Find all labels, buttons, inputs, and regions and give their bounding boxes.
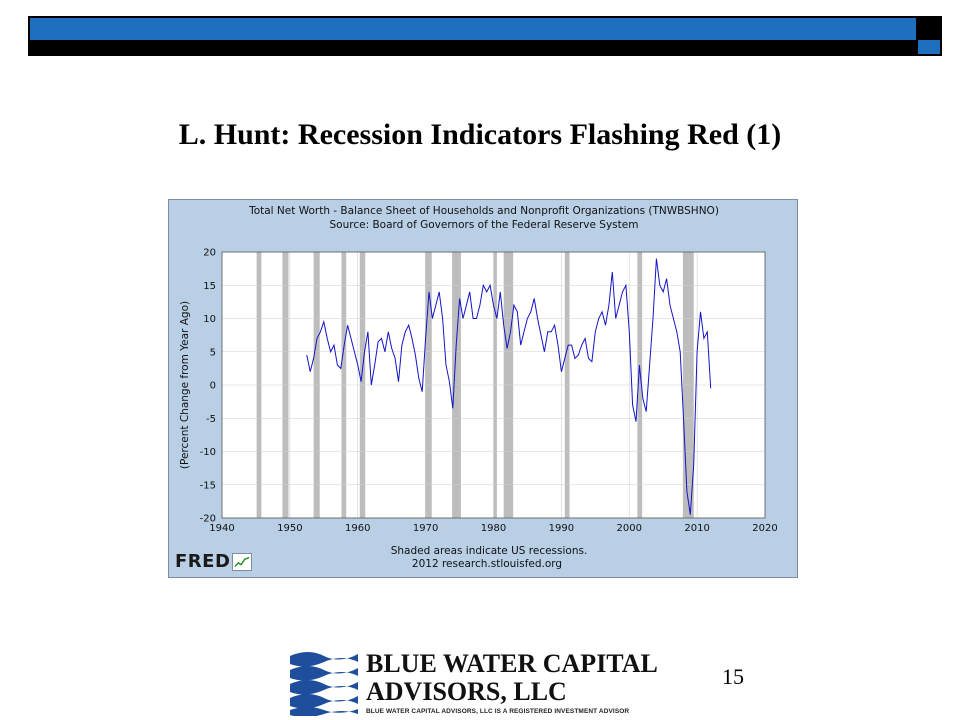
x-tick-label: 2000 xyxy=(616,523,642,534)
y-tick-label: 10 xyxy=(203,314,216,325)
x-tick-label: 2020 xyxy=(752,523,778,534)
x-tick-label: 1990 xyxy=(548,523,575,534)
fred-footnote-recessions: Shaded areas indicate US recessions. xyxy=(390,545,588,557)
x-tick-label: 1940 xyxy=(209,523,235,534)
chart-svg xyxy=(169,200,799,579)
x-tick-label: 1980 xyxy=(480,523,507,534)
page-number: 15 xyxy=(722,664,744,689)
chart-subtitle: Source: Board of Governors of the Federal Reserve System xyxy=(329,219,639,231)
y-tick-label: -5 xyxy=(206,413,216,425)
y-tick-label: -20 xyxy=(199,513,216,525)
fred-logo xyxy=(175,552,252,572)
chart-title: Total Net Worth - Balance Sheet of Households and Nonprofit Organizations (TNWBSHNO) xyxy=(249,205,719,217)
top-bar-corner-accent xyxy=(918,40,940,54)
x-tick-label: 2010 xyxy=(684,523,710,534)
slide-title: L. Hunt: Recession Indicators Flashing Red (1) xyxy=(178,118,782,151)
x-tick-label: 1950 xyxy=(277,523,303,534)
y-tick-label: -10 xyxy=(199,447,216,458)
fred-footnote-source: 2012 research.stlouisfed.org xyxy=(411,558,563,570)
top-bar-blue xyxy=(30,18,916,40)
y-tick-label: 5 xyxy=(209,347,216,359)
y-tick-label: 20 xyxy=(203,247,216,259)
logo-tagline: BLUE WATER CAPITAL ADVISORS, LLC IS A REGISTERED INVESTMENT ADVISOR xyxy=(366,708,630,715)
y-tick-label: 15 xyxy=(203,280,216,292)
x-tick-label: 1970 xyxy=(412,523,439,534)
company-logo xyxy=(288,646,660,720)
y-tick-label: -15 xyxy=(199,480,216,492)
blue-waves-icon xyxy=(288,646,360,716)
logo-line-2: ADVISORS, LLC xyxy=(366,677,567,706)
fred-chart-glyph-icon xyxy=(232,553,252,571)
fred-chart-panel xyxy=(168,199,798,578)
y-axis-label: (Percent Change from Year Ago) xyxy=(179,300,191,470)
y-tick-label: 0 xyxy=(209,380,216,392)
logo-line-1: BLUE WATER CAPITAL xyxy=(366,649,658,678)
x-tick-label: 1960 xyxy=(345,523,371,534)
fred-logo-text: FRED xyxy=(175,551,231,572)
